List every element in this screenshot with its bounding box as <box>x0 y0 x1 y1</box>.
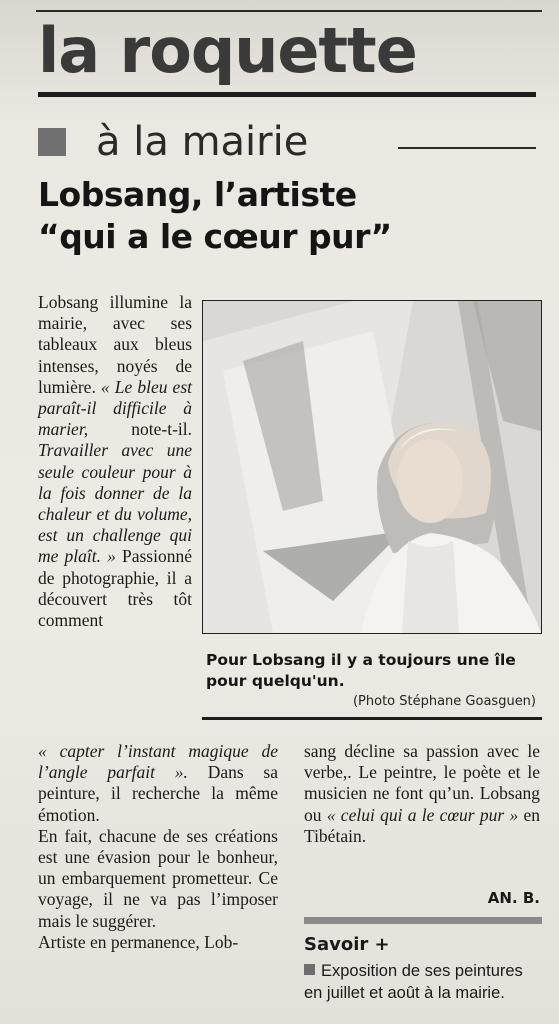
savoir-box <box>304 960 544 1004</box>
article-quote: « capter l’instant magique de l’angle parfait ». <box>38 741 278 783</box>
article-text: note-t-il. <box>131 419 192 440</box>
article-column-right <box>304 741 540 847</box>
kicker-square-icon <box>38 128 66 156</box>
article-text: Dans sa peinture, il recherche la même émotion. <box>38 762 279 825</box>
article-text: Lobsang illumine la mairie, avec ses tableaux aux bleus intenses, noyés de lumière. <box>38 292 192 397</box>
article-photo <box>202 300 542 634</box>
article-text: en Tibétain. <box>304 804 541 846</box>
article-paragraph <box>38 292 192 631</box>
article-column-left-top <box>38 292 192 631</box>
article-paragraph <box>38 932 278 953</box>
article-quote: Travailler avec une seule couleur pour à la fois donner de la chaleur et du volume, est un challenge qui me plaît. » <box>38 440 192 567</box>
headline-line-2: “qui a le cœur pur” <box>38 217 392 256</box>
article-text: Passionné de photographie, il a découvert très tôt comment <box>38 546 192 631</box>
article-text: sang décline sa passion avec le verbe,. Le peintre, le poète et le musicien ne font qu’un. Lobsang ou <box>304 741 540 825</box>
kicker-rule <box>398 147 536 149</box>
top-rule <box>36 10 542 12</box>
article-quote: « Le bleu est paraît-il difficile à marier, <box>38 376 192 440</box>
photo-caption: Pour Lobsang il y a toujours une île pour quelqu'un. <box>206 651 516 690</box>
savoir-title: Savoir + <box>304 934 390 955</box>
article-paragraph <box>38 826 278 932</box>
headline <box>38 174 392 258</box>
caption-rule <box>202 717 542 720</box>
author-signature: AN. B. <box>487 889 540 907</box>
article-paragraph <box>38 741 278 826</box>
article-paragraph <box>304 741 540 847</box>
article-text: Artiste en permanence, Lob- <box>38 931 239 952</box>
article-quote: « celui qui a le cœur pur » <box>326 804 519 825</box>
savoir-text: Exposition de ses peintures en juillet et août à la mairie. <box>304 962 523 1002</box>
headline-line-1: Lobsang, l’artiste <box>38 175 357 214</box>
section-rule <box>38 92 536 97</box>
bullet-square-icon <box>304 964 315 975</box>
article-column-left-bottom <box>38 741 278 953</box>
section-title: la roquette <box>38 14 417 87</box>
article-text: En fait, chacune de ses créations est une évasion pour le bonheur, un embarquement prometteur. Ce voyage, il ne va pas l’imposer mais le suggérer. <box>38 825 278 931</box>
kicker-label: à la mairie <box>96 119 309 165</box>
photo-credit: (Photo Stéphane Goasguen) <box>352 694 536 709</box>
portrait-image <box>203 301 541 633</box>
savoir-rule <box>304 917 542 924</box>
